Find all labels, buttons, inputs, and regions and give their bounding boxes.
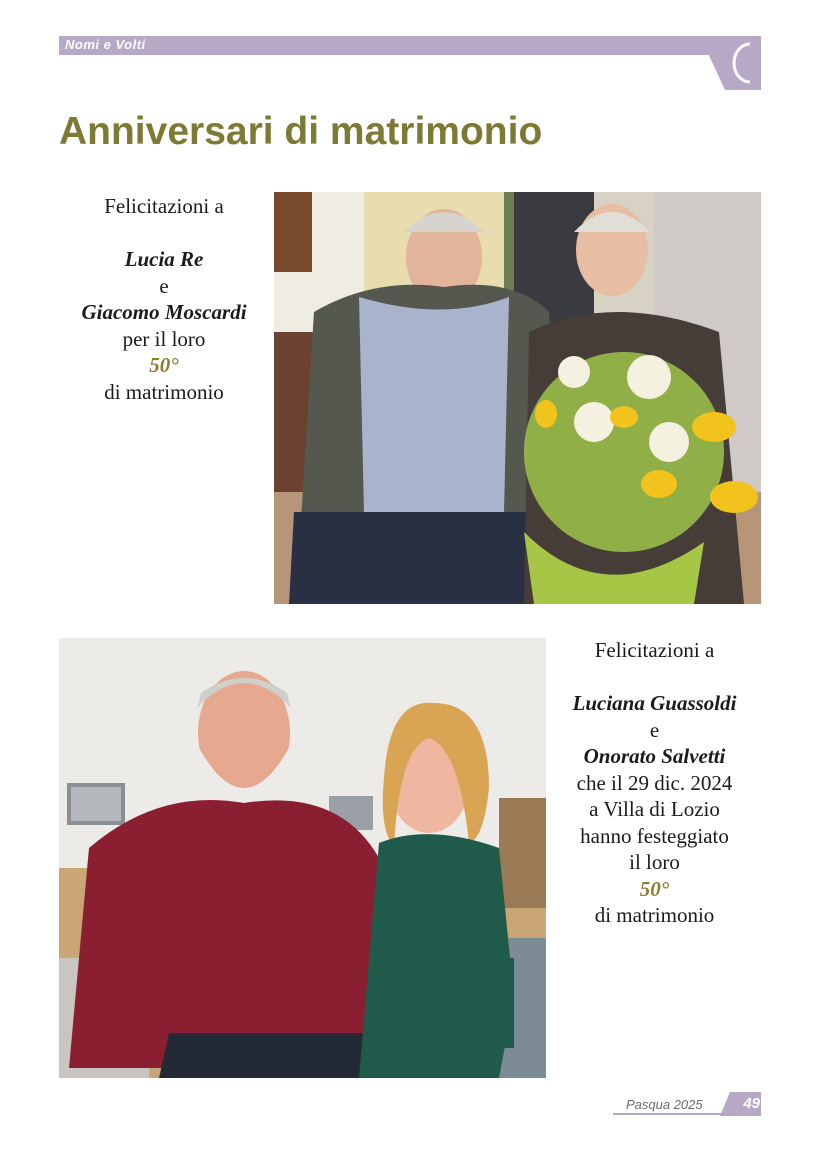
name-husband: Giacomo Moscardi (81, 300, 247, 324)
line-before: per il loro (122, 326, 206, 351)
greeting: Felicitazioni a (594, 638, 715, 662)
conjunction: e (649, 717, 660, 742)
footer-divider (613, 1113, 725, 1115)
announcement-1 (59, 193, 269, 405)
detail-celebrated: hanno festeggiato (580, 823, 729, 848)
line-after: di matrimonio (104, 379, 224, 404)
detail-date: che il 29 dic. 2024 (576, 770, 733, 795)
announcement-2 (548, 637, 761, 929)
name-wife: Luciana Guassoldi (572, 691, 737, 715)
line-after: di matrimonio (594, 903, 715, 927)
couple-photo-2 (59, 638, 546, 1078)
name-wife: Lucia Re (124, 247, 204, 271)
section-label: Nomi e Volti (65, 37, 146, 52)
greeting: Felicitazioni a (104, 194, 224, 218)
page-number: 49 (743, 1095, 760, 1112)
name-husband: Onorato Salvetti (583, 744, 726, 768)
conjunction: e (159, 273, 169, 298)
detail-place: a Villa di Lozio (589, 797, 720, 821)
line-before: il loro (629, 850, 680, 874)
header-bar (59, 36, 761, 55)
anniversary-years: 50° (639, 876, 670, 901)
couple-photo-1 (274, 192, 761, 604)
page-title: Anniversari di matrimonio (59, 110, 543, 153)
issue-label: Pasqua 2025 (626, 1097, 703, 1112)
header-tab-logo (700, 36, 761, 90)
anniversary-years: 50° (149, 353, 179, 377)
